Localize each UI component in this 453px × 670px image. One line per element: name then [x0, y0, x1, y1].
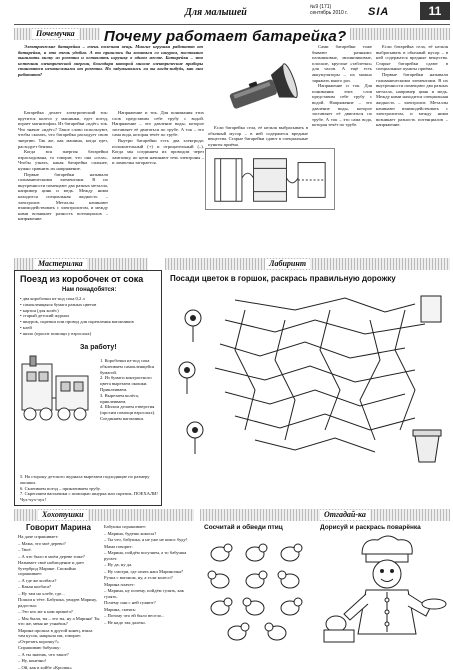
- issue-info: [310, 4, 358, 16]
- article-intro-text: Электрические батарейки – очень полезная вещь. Многие игрушки работают от батарейки, и это очень удобно. А то пришлось бы возиться со шнуром, постоянно вынимать вилку из розетки и оставлять игрушку в одном месте. Батарейки – это источник электрической энергии, благодаря которой многие электрические приборы становятся независимыми от розетки. Но задумывались ли вы когда-нибудь, как они работают?: [18, 44, 203, 78]
- section-tag: Лабиринт: [265, 259, 310, 269]
- joke-line: Пошли к тёте. Бабушка, увидев Марину, радостно:: [18, 597, 100, 608]
- materials-item: • клей: [20, 325, 158, 331]
- section-band-labirint: [165, 258, 450, 270]
- craft-step: 2. Из бумаги контрастного цвета вырезаем окошки. Приклеиваем.: [100, 375, 158, 392]
- joke-line: Марина прошла в другой конец, взяла там кусок, накрыла им, говорит: «Отрезать корочку?»: [18, 628, 100, 645]
- flower-pot-icon: [421, 296, 441, 322]
- joke-line: – Ой, как в хойбе «Кролик»: [18, 665, 100, 670]
- joke-line: – Твоё.: [18, 547, 100, 553]
- article-title: Почему работает батарейка?: [100, 28, 350, 45]
- work-label: За работу!: [80, 344, 117, 351]
- flower-pot-icon: [413, 430, 441, 462]
- juice-box-train-illustration: [18, 356, 100, 436]
- craft-step: 5. На сторону детского журнала вырезаем подходящие по размеру окошки.: [20, 474, 158, 486]
- draw-chef-title: Дорисуй и раскрась поварёнка: [320, 524, 421, 531]
- joke-line: На даче спрашивает:: [18, 534, 100, 540]
- craft-steps-bottom: [20, 474, 158, 503]
- joke-line: – Мама, это моё дерево?: [18, 541, 100, 547]
- section-tag: Отгадай-ка: [320, 510, 370, 520]
- article-paragraph: Первые батарейки называли гальваническими элементами. В их внутренности помещают два разных металла, например цинк и медь. Между ними находится специальная жидкость – электролит. Металлы начинают взаимодействовать с электролитом, и между ними возникает разность потенциалов – напряжение.: [376, 72, 448, 128]
- joke-line: – А что было в моём дереве тоже?: [18, 554, 100, 560]
- joke-line: – Ты что, бабушка, я не уже не кокос буду!: [104, 537, 190, 543]
- joke-line: Спрашиваю бабушку:: [18, 645, 100, 651]
- jokes-column-2: [104, 524, 190, 644]
- page-number: 11: [420, 2, 450, 20]
- materials-item: • старый детский журнал: [20, 313, 158, 319]
- jokes-title: Говорит Марина: [26, 523, 91, 532]
- article-paragraph: Напряжение и ток. Для понимания этих слов представим себе трубу с водой. Напряжение – это давление воды, которое заставляет её двигаться по трубе. А ток – это сама вода, которая течёт по трубе.: [312, 83, 372, 128]
- joke-line: Марина, смеясь:: [104, 607, 190, 613]
- joke-line: – Марина, ну почему, пойдём гулять, как гулять.: [104, 588, 190, 599]
- joke-line: – Какая колбаса?: [18, 584, 100, 590]
- flower-icon: [187, 422, 203, 454]
- article-column-3: [208, 125, 308, 149]
- article-column-2: [112, 110, 204, 256]
- chef-coloring-picture[interactable]: [322, 534, 450, 644]
- joke-line: Марина плачет:: [104, 582, 190, 588]
- joke-line: – А где же колбаса?: [18, 578, 100, 584]
- battery-diagram: [205, 148, 335, 210]
- article-intro: [18, 44, 203, 106]
- materials-item: • шило (просит помощи у взрослых): [20, 331, 158, 337]
- craft-step: 7. Скрепляем вагончики с помощью шнурка или скрепок. ПОЕХАЛИ! Чух-чух-чух!: [20, 491, 158, 503]
- jokes-column-1: [18, 534, 100, 644]
- section-tag: Мастерилка: [34, 259, 87, 269]
- joke-line: – Ну да, ну да.: [104, 562, 190, 568]
- craft-title: Поезд из коробочек от сока: [20, 274, 160, 284]
- article-paragraph: Если батарейка села, её нельзя выбрасывать в обычный мусор – в ней содержатся вредные вещества. Старые батарейки сдают в специальные пункты приёма.: [376, 44, 448, 72]
- materials-item: • два коробочки из-под сока 0,2 л: [20, 296, 158, 302]
- joke-line: – Ну смотри, где опять наш Мариночка?: [104, 569, 190, 575]
- joke-line: Мама говорит:: [104, 544, 190, 550]
- section-tag: Почемучка: [32, 29, 79, 39]
- flower-maze[interactable]: [165, 290, 450, 470]
- article-paragraph: Сами батарейки тоже бывают разными: пальчиковые, мизинчиковые, плоские, круглые «таблетки» для часов. А ещё есть аккумуляторы – их можно заряжать много раз.: [312, 44, 372, 83]
- header-divider: [14, 24, 450, 25]
- materials-list: [20, 296, 158, 337]
- section-tag: Хохотушки: [38, 510, 88, 520]
- materials-item: • самоклеящаяся бумага разных цветов: [20, 302, 158, 308]
- craft-step: 4. Шилом делаем отверстия (просим помощи взрослых). Соединяем вагончики.: [100, 404, 158, 421]
- article-column-5: [376, 44, 448, 256]
- joke-line: Бабушка спрашивает:: [104, 524, 190, 530]
- joke-line: Ручка с вагоном, ну, а если колесо?: [104, 575, 190, 581]
- issue-date: сентябрь 2010 г.: [310, 10, 358, 16]
- section-band-masterilka: [14, 258, 148, 270]
- section-name: Для малышей: [185, 7, 247, 18]
- issue-number: №9 (171): [310, 4, 358, 10]
- joke-line: – Марина, пойдём погуляем, а то бабушка ругает.: [104, 550, 190, 561]
- flower-icon: [179, 362, 195, 394]
- materials-item: • шнурок, скрепки или провод для скрепления вагончиков: [20, 319, 158, 325]
- brand-logo: SIA: [368, 6, 389, 18]
- article-paragraph: Батарейка делает электрический ток: крутится колесо у машинки, едет поезд, играет магнитофон. Из батарейки «идёт» ток. Что значит «идёт»? Такое слово используют, чтобы сказать, что батарейка расходует свою энергию. Так же, как машина, когда едет, расходует бензин.: [18, 110, 108, 149]
- joke-line: Почему они с ней гуляют?: [104, 600, 190, 606]
- maze-title: Посади цветок в горшок, раскрась правильную дорожку: [170, 274, 450, 283]
- flashlight-illustration: [212, 64, 307, 119]
- craft-steps-side: [100, 358, 158, 422]
- flower-icon: [185, 310, 201, 342]
- section-band-khokhotushki: [14, 509, 194, 521]
- joke-line: – Это кто же к нам пришёл?: [18, 609, 100, 615]
- joke-line: Называет своё наблюдение и дает бутерброд Марине. Спокойно спрашивает:: [18, 560, 100, 577]
- article-paragraph: Первые батарейки называли гальваническими элементами. В их внутренности помещают два разных металла, например цинк и медь. Между ними находится специальная жидкость – электролит. Металлы начинают взаимодействовать с электролитом, и между ними возникает разность потенциалов – напряжение.: [18, 172, 108, 222]
- article-paragraph: Напряжение и ток. Для понимания этих слов представим себе трубу с водой. Напряжение – это давление воды, которое заставляет её двигаться по трубе. А ток – это сама вода, которая течёт по трубе.: [112, 110, 204, 138]
- craft-step: 3. Вырезаем колёса, приклеиваем.: [100, 393, 158, 405]
- joke-line: – Не надо так далеко.: [104, 620, 190, 626]
- count-birds-title: Сосчитай и обведи птиц: [204, 524, 283, 531]
- article-paragraph: Когда вся энергия батарейки израсходована, то говорят, что она «села». Чтобы узнать, какая батарейка сильнее, нужно сравнить их напряжение.: [18, 149, 108, 171]
- joke-line: – Ну там на хлебе, где...: [18, 591, 100, 597]
- joke-line: – Ну, конечно!: [18, 658, 100, 664]
- article-column-1: [18, 110, 108, 256]
- article-paragraph: Внутри батарейки есть два электрода: положительный (+) и отрицательный (–). Когда мы соединяем их проводом через лампочку, по цепи начинают течь электроны – и лампочка загорается.: [112, 138, 204, 166]
- joke-line: – Марина, будешь кокосы?: [104, 531, 190, 537]
- joke-line: – Мы были, ты – это ты, ну а Марина! Ты что же, меня не узнаёшь?: [18, 616, 100, 627]
- craft-step: 6. Склеиваем поезд – приклеиваем трубу.: [20, 486, 158, 492]
- materials-item: • картон (для колёс): [20, 308, 158, 314]
- section-band-otgadayka: [200, 509, 450, 521]
- article-paragraph: Если батарейка села, её нельзя выбрасывать в обычный мусор – в ней содержатся вредные вещества. Старые батарейки сдают в специальные пункты приёма.: [208, 125, 308, 147]
- craft-subtitle: Нам понадобятся:: [62, 287, 116, 293]
- craft-step: 1. Коробочки из-под сока обклеиваем самоклеящейся бумагой.: [100, 358, 158, 375]
- birds-puzzle[interactable]: [200, 536, 318, 644]
- joke-line: – Потому что ей было весело...: [104, 613, 190, 619]
- joke-line: – А ты знаешь, что такое?: [18, 652, 100, 658]
